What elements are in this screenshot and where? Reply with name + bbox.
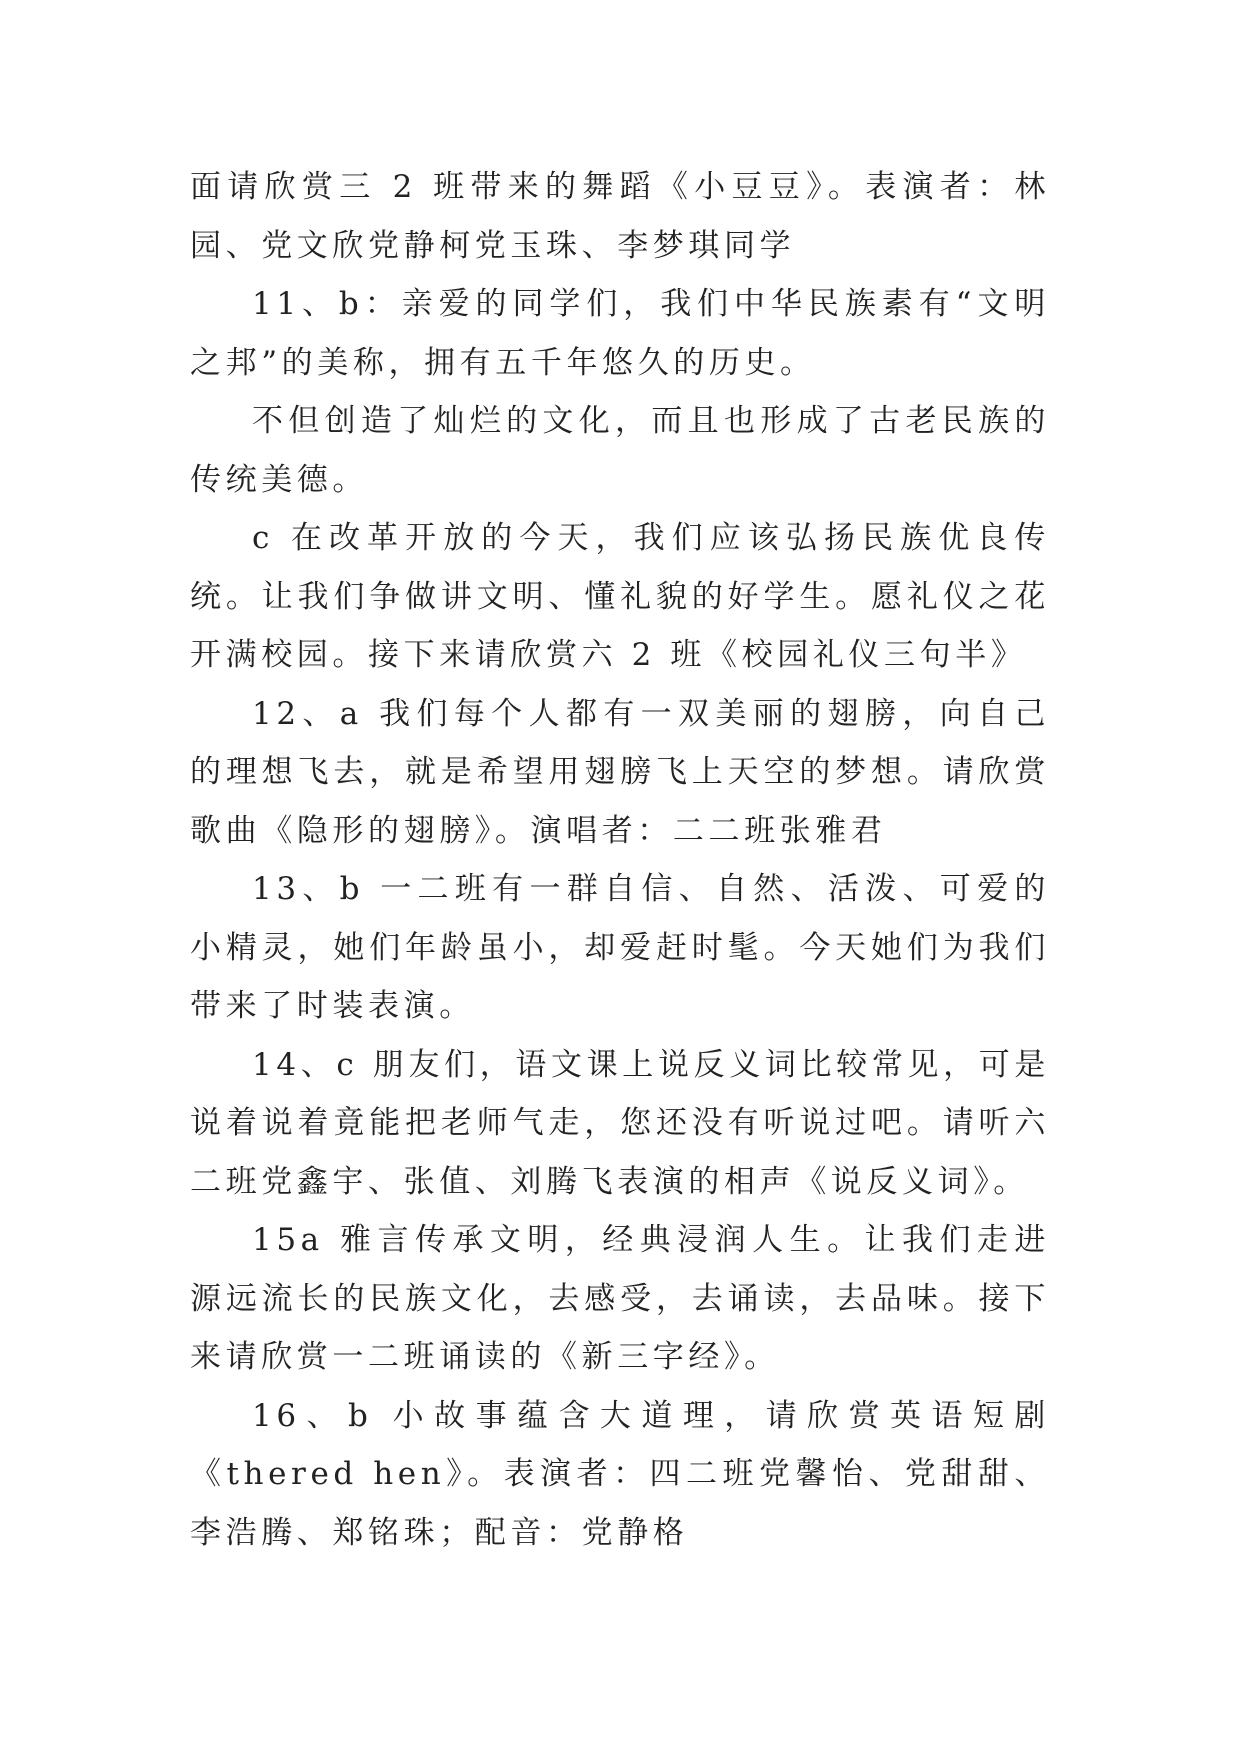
paragraph-1: 面请欣赏三 2 班带来的舞蹈《小豆豆》。表演者：林园、党文欣党静柯党玉珠、李梦琪同学 <box>190 169 1050 264</box>
paragraph-5: 12、a 我们每个人都有一双美丽的翅膀，向自己的理想飞去，就是希望用翅膀飞上天空的梦想。请欣赏歌曲《隐形的翅膀》。演唱者：二二班张雅君 <box>190 695 1050 849</box>
paragraph-8: 15a 雅言传承文明，经典浸润人生。让我们走进源远流长的民族文化，去感受，去诵读，去品味。接下来请欣赏一二班诵读的《新三字经》。 <box>190 1222 1050 1375</box>
paragraph-2: 11、b：亲爱的同学们，我们中华民族素有“文明之邦”的美称，拥有五千年悠久的历史。 <box>190 286 1050 381</box>
paragraph-9: 16、b 小故事蕴含大道理，请欣赏英语短剧《thered hen》。表演者：四二班党馨怡、党甜甜、李浩腾、郑铭珠；配音：党静格 <box>190 1397 1050 1551</box>
paragraph-4: c 在改革开放的今天，我们应该弘扬民族优良传统。让我们争做讲文明、懂礼貌的好学生。愿礼仪之花开满校园。接下来请欣赏六 2 班《校园礼仪三句半》 <box>190 520 1050 673</box>
paragraph-3: 不但创造了灿烂的文化，而且也形成了古老民族的传统美德。 <box>190 403 1050 498</box>
paragraph-6: 13、b 一二班有一群自信、自然、活泼、可爱的小精灵，她们年龄虽小，却爱赶时髦。今天她们为我们带来了时装表演。 <box>190 871 1050 1024</box>
paragraph-7: 14、c 朋友们，语文课上说反义词比较常见，可是说着说着竟能把老师气走，您还没有听说过吧。请听六二班党鑫宇、张值、刘腾飞表演的相声《说反义词》。 <box>190 1046 1050 1200</box>
document-body <box>190 158 1050 1562</box>
